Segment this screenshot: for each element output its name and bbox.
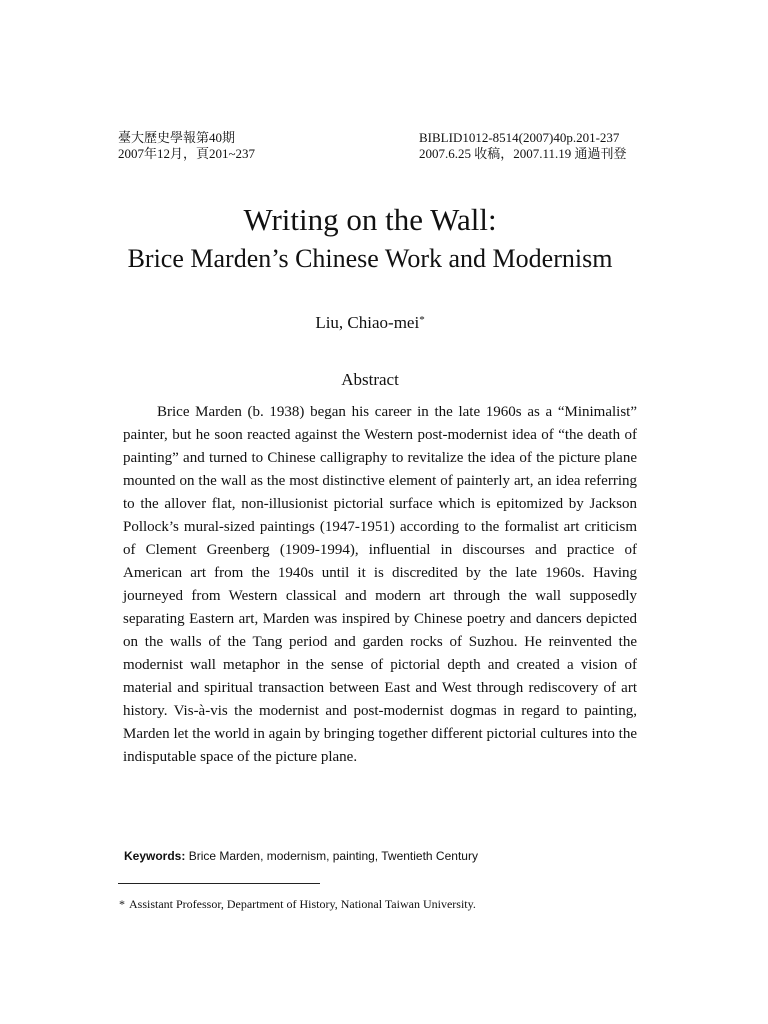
- abstract-body: Brice Marden (b. 1938) began his career in the late 1960s as a “Minimalist” painter, but he soon reacted against the Western post-modernist idea of “the death of painting” and turned to Chinese calligraphy to revitalize the idea of the picture plane mounted on the wall as the most distinctive element of painterly art, an idea referring to the allover flat, non-illusionist pictorial surface which is epitomized by Jackson Pollock’s mural-sized paintings (1947-1951) according to the formalist art criticism of Clement Greenberg (1909-1994), influential in discourses and practice of American art from the 1940s until it is discredited by the late 1960s. Having journeyed from Western classical and modern art through the wall supposedly separating Eastern art, Marden was inspired by Chinese poetry and dancers depicted on the walls of the Tang period and garden rocks of Suzhou. He reinvented the modernist wall metaphor in the sense of pictorial depth and created a vision of material and spiritual transaction between East and West through rediscovery of art history. Vis-à-vis the modernist and post-modernist dogmas in regard to painting, Marden let the world in again by bringing together different pictorial cultures into the indisputable space of the picture plane.: [123, 404, 637, 765]
- biblid-block: [419, 130, 627, 162]
- author-footnote-mark: *: [419, 314, 425, 326]
- footnote-mark: *: [119, 897, 125, 911]
- footnote-text: Assistant Professor, Department of History, National Taiwan University.: [129, 897, 476, 911]
- author-line: [0, 312, 740, 334]
- footnote-divider: [118, 883, 320, 884]
- journal-citation-chinese: [118, 130, 255, 162]
- paper-title: Writing on the Wall:: [243, 202, 497, 237]
- footnote: [119, 896, 476, 912]
- keywords-text: Brice Marden, modernism, painting, Twentieth Century: [188, 849, 478, 863]
- journal-issue: 臺大歷史學報第40期: [118, 130, 236, 145]
- journal-date-pages: 2007年12月，頁201~237: [118, 146, 256, 161]
- paper-subtitle: Brice Marden’s Chinese Work and Modernism: [127, 244, 613, 273]
- abstract-heading: Abstract: [341, 370, 399, 389]
- biblid-code: BIBLID1012-8514(2007)40p.201-237: [419, 130, 620, 145]
- keywords-line: [124, 848, 478, 864]
- received-accepted-dates: 2007.6.25 收稿，2007.11.19 通過刊登: [419, 146, 627, 161]
- author-name: Liu, Chiao-mei: [315, 313, 420, 332]
- keywords-label: Keywords:: [124, 849, 186, 863]
